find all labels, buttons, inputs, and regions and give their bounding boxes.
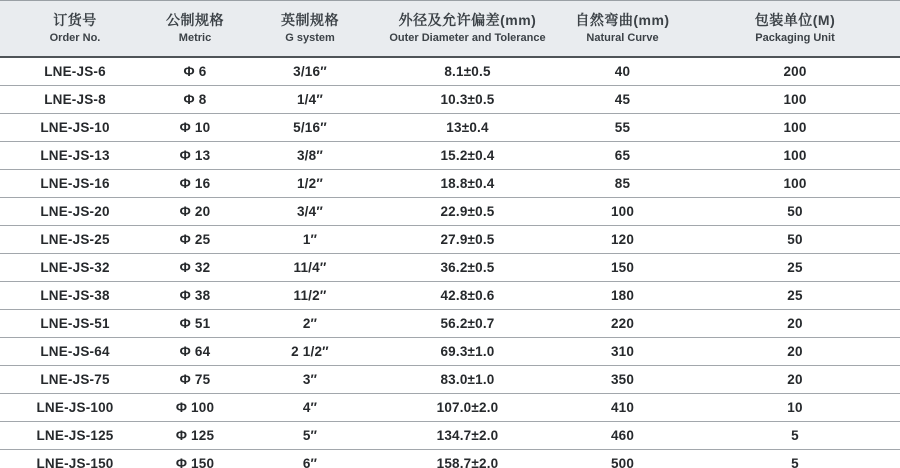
header-order-no-zh: 订货号 (53, 12, 97, 28)
cell-natural-curve: 100 (555, 198, 690, 226)
cell-packaging-unit: 5 (690, 422, 900, 450)
header-row (0, 1, 900, 58)
cell-metric: Φ 32 (150, 254, 240, 282)
cell-order-no: LNE-JS-100 (0, 394, 150, 422)
cell-metric: Φ 13 (150, 142, 240, 170)
header-packaging-unit-zh: 包装单位(M) (754, 12, 836, 28)
cell-metric: Φ 20 (150, 198, 240, 226)
table-row (0, 142, 900, 170)
cell-order-no: LNE-JS-6 (44, 64, 106, 79)
cell-outer-diameter: 36.2±0.5 (380, 254, 555, 282)
cell-metric: Φ 100 (150, 394, 240, 422)
cell-outer-diameter: 22.9±0.5 (380, 198, 555, 226)
table-row (0, 394, 900, 422)
cell-packaging-unit: 20 (690, 366, 900, 394)
cell-packaging-unit: 100 (690, 114, 900, 142)
cell-metric: Φ 75 (150, 366, 240, 394)
cell-natural-curve: 45 (555, 86, 690, 114)
header-metric-en: Metric (178, 32, 212, 44)
header-outer-diameter-en: Outer Diameter and Tolerance (389, 32, 546, 44)
cell-natural-curve: 150 (555, 254, 690, 282)
table-row (0, 366, 900, 394)
table-row (0, 114, 900, 142)
cell-natural-curve: 220 (555, 310, 690, 338)
table-row (0, 450, 900, 468)
cell-packaging-unit: 50 (690, 198, 900, 226)
cell-metric: Φ 125 (150, 422, 240, 450)
cell-outer-diameter: 8.1±0.5 (444, 64, 491, 79)
cell-packaging-unit: 100 (690, 142, 900, 170)
cell-packaging-unit: 20 (690, 338, 900, 366)
cell-g-system: 2″ (240, 310, 380, 338)
cell-g-system: 4″ (240, 394, 380, 422)
header-order-no-en: Order No. (49, 32, 101, 44)
header-natural-curve-zh: 自然弯曲(mm) (575, 12, 670, 28)
table-row (0, 226, 900, 254)
cell-packaging-unit: 5 (690, 450, 900, 468)
table-row (0, 198, 900, 226)
table-row (0, 57, 900, 86)
header-outer-diameter-zh: 外径及允许偏差(mm) (398, 12, 537, 28)
cell-packaging-unit: 50 (690, 226, 900, 254)
cell-metric: Φ 8 (150, 86, 240, 114)
cell-natural-curve: 460 (555, 422, 690, 450)
cell-metric: Φ 150 (150, 450, 240, 468)
cell-metric: Φ 64 (150, 338, 240, 366)
cell-natural-curve: 65 (555, 142, 690, 170)
cell-metric: Φ 6 (183, 64, 207, 79)
cell-natural-curve: 120 (555, 226, 690, 254)
cell-outer-diameter: 107.0±2.0 (380, 394, 555, 422)
cell-outer-diameter: 69.3±1.0 (380, 338, 555, 366)
cell-order-no: LNE-JS-20 (0, 198, 150, 226)
cell-packaging-unit: 25 (690, 254, 900, 282)
cell-g-system: 3/4″ (240, 198, 380, 226)
cell-outer-diameter: 18.8±0.4 (380, 170, 555, 198)
cell-order-no: LNE-JS-75 (0, 366, 150, 394)
cell-metric: Φ 51 (150, 310, 240, 338)
table-row (0, 170, 900, 198)
table-header (0, 1, 900, 58)
cell-order-no: LNE-JS-150 (0, 450, 150, 468)
cell-outer-diameter: 158.7±2.0 (380, 450, 555, 468)
header-natural-curve (555, 1, 690, 58)
cell-order-no: LNE-JS-10 (0, 114, 150, 142)
cell-order-no: LNE-JS-8 (0, 86, 150, 114)
cell-g-system: 11/4″ (240, 254, 380, 282)
cell-natural-curve: 410 (555, 394, 690, 422)
header-natural-curve-en: Natural Curve (586, 32, 659, 44)
cell-g-system: 2 1/2″ (240, 338, 380, 366)
cell-outer-diameter: 42.8±0.6 (380, 282, 555, 310)
header-g-system-zh: 英制规格 (281, 12, 339, 28)
cell-g-system: 5″ (240, 422, 380, 450)
header-metric (150, 1, 240, 58)
cell-natural-curve: 310 (555, 338, 690, 366)
header-packaging-unit (690, 1, 900, 58)
cell-order-no: LNE-JS-13 (0, 142, 150, 170)
cell-natural-curve: 55 (555, 114, 690, 142)
cell-outer-diameter: 10.3±0.5 (380, 86, 555, 114)
header-g-system-en: G system (285, 32, 335, 44)
table-row (0, 86, 900, 114)
cell-g-system: 6″ (240, 450, 380, 468)
cell-natural-curve: 500 (555, 450, 690, 468)
header-g-system (240, 1, 380, 58)
cell-packaging-unit: 200 (783, 64, 807, 79)
cell-g-system: 1/4″ (240, 86, 380, 114)
cell-order-no: LNE-JS-16 (0, 170, 150, 198)
cell-g-system: 11/2″ (240, 282, 380, 310)
cell-g-system: 3″ (240, 366, 380, 394)
cell-outer-diameter: 13±0.4 (380, 114, 555, 142)
cell-g-system: 3/16″ (293, 64, 327, 79)
header-metric-zh: 公制规格 (166, 12, 224, 28)
cell-g-system: 5/16″ (240, 114, 380, 142)
table-row (0, 422, 900, 450)
cell-outer-diameter: 83.0±1.0 (380, 366, 555, 394)
cell-packaging-unit: 100 (690, 170, 900, 198)
cell-outer-diameter: 56.2±0.7 (380, 310, 555, 338)
table-row (0, 310, 900, 338)
header-packaging-unit-en: Packaging Unit (755, 32, 835, 44)
table-body (0, 57, 900, 468)
table-row (0, 254, 900, 282)
cell-metric: Φ 10 (150, 114, 240, 142)
cell-order-no: LNE-JS-38 (0, 282, 150, 310)
cell-packaging-unit: 25 (690, 282, 900, 310)
cell-packaging-unit: 10 (690, 394, 900, 422)
cell-packaging-unit: 100 (690, 86, 900, 114)
cell-g-system: 1/2″ (240, 170, 380, 198)
cell-natural-curve: 350 (555, 366, 690, 394)
cell-outer-diameter: 15.2±0.4 (380, 142, 555, 170)
table-row (0, 338, 900, 366)
cell-outer-diameter: 27.9±0.5 (380, 226, 555, 254)
cell-order-no: LNE-JS-25 (0, 226, 150, 254)
cell-metric: Φ 16 (150, 170, 240, 198)
header-outer-diameter (380, 1, 555, 58)
header-order-no (0, 1, 150, 58)
cell-natural-curve: 40 (614, 64, 631, 79)
cell-metric: Φ 38 (150, 282, 240, 310)
cell-metric: Φ 25 (150, 226, 240, 254)
table-row (0, 282, 900, 310)
cell-packaging-unit: 20 (690, 310, 900, 338)
cell-g-system: 3/8″ (240, 142, 380, 170)
cell-order-no: LNE-JS-32 (0, 254, 150, 282)
cell-order-no: LNE-JS-125 (0, 422, 150, 450)
cell-order-no: LNE-JS-64 (0, 338, 150, 366)
cell-g-system: 1″ (240, 226, 380, 254)
cell-order-no: LNE-JS-51 (0, 310, 150, 338)
cell-outer-diameter: 134.7±2.0 (380, 422, 555, 450)
cell-natural-curve: 85 (555, 170, 690, 198)
cell-natural-curve: 180 (555, 282, 690, 310)
